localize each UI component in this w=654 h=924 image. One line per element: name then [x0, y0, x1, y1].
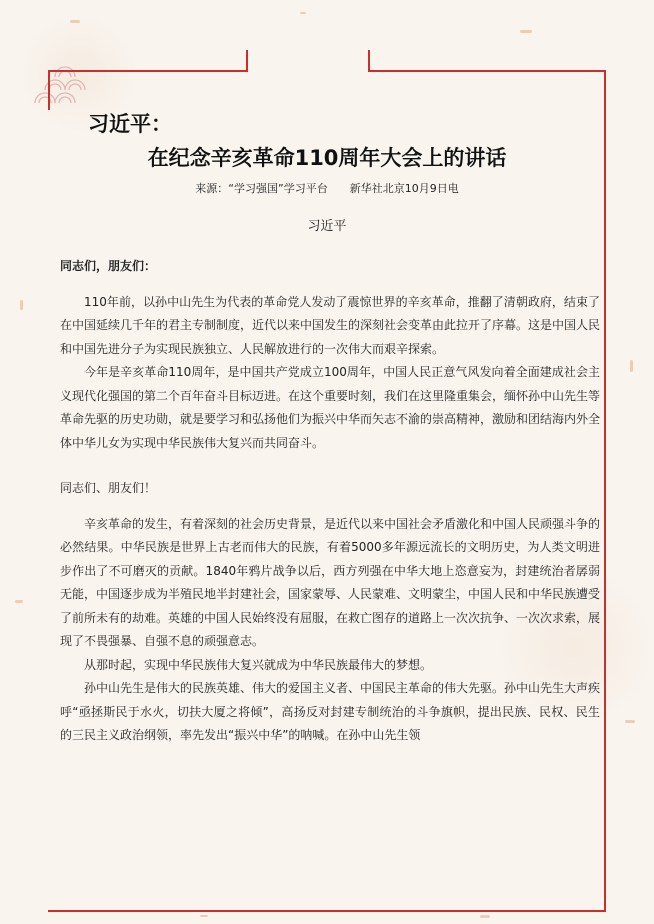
paper-fleck: [200, 915, 208, 917]
paper-fleck: [520, 30, 532, 33]
author-name: 习近平: [307, 219, 347, 234]
paper-fleck: [15, 600, 23, 603]
frame-top-right-line: [370, 70, 606, 72]
paragraph-5: 孙中山先生是伟大的民族英雄、伟大的爱国主义者、中国民主革命的伟大先驱。孙中山先生大声疾呼“亟拯斯民于水火，切扶大厦之将倾”，高扬反对封建专制统治的斗争旗帜，提出民族、民权、民生的三民主义政治纲领，率先发出“振兴中华”的呐喊。在孙中山先生领: [60, 681, 601, 742]
title-line-1: 习近平：: [88, 112, 172, 136]
paper-fleck: [20, 300, 23, 310]
title-line-2: 在纪念辛亥革命110周年大会上的讲话: [147, 146, 507, 170]
paper-fleck: [70, 20, 80, 23]
paragraph-1: 110年前，以孙中山先生为代表的革命党人发动了震惊世界的辛亥革命，推翻了清朝政府，结束了在中国延续几千年的君主专制制度，近代以来中国发生的深刻社会变革由此拉开了序幕。这是中国人民和中国先进分子为实现民族独立、人民解放进行的一次伟大而艰辛探索。: [60, 294, 601, 356]
wave-ornament-icon: [30, 58, 110, 108]
frame-right-line: [604, 70, 606, 912]
greeting-2: 同志们、朋友们！: [60, 481, 157, 495]
speech-body: [60, 255, 600, 748]
paper-fleck: [625, 720, 635, 723]
frame-tick-right: [368, 50, 370, 72]
paragraph-2: 今年是辛亥革命110周年，是中国共产党成立100周年，中国人民正意气风发向着全面建成社会主义现代化强国的第二个百年奋斗目标迈进。在这个重要时刻，我们在这里隆重集会，缅怀孙中山先生等革命先驱的历史功勋，就是要学习和弘扬他们为振兴中华而矢志不渝的崇高精神，激励和团结海内外全体中华儿女为实现中华民族伟大复兴而共同奋斗。: [60, 365, 601, 450]
paper-fleck: [630, 360, 633, 372]
frame-tick-left: [246, 50, 248, 72]
paragraph-4: 从那时起，实现中华民族伟大复兴就成为中华民族最伟大的梦想。: [84, 657, 433, 672]
frame-left-line: [48, 70, 50, 110]
frame-top-left-line: [48, 70, 248, 72]
paper-fleck: [480, 915, 490, 918]
paper-fleck: [300, 12, 306, 14]
source-line: 来源：“学习强国”学习平台 新华社北京10月9日电: [195, 182, 459, 195]
frame-bottom-line: [48, 910, 606, 912]
greeting-1: 同志们，朋友们：: [60, 259, 157, 273]
paragraph-3: 辛亥革命的发生，有着深刻的社会历史背景，是近代以来中国社会矛盾激化和中国人民顽强斗争的必然结果。中华民族是世界上古老而伟大的民族，有着5000多年源远流长的文明历史，为人类文明进步作出了不可磨灭的贡献。1840年鸦片战争以后，西方列强在中华大地上恣意妄为，封建统治者孱弱无能，中国逐步成为半殖民地半封建社会，国家蒙辱、人民蒙难、文明蒙尘，中国人民和中华民族遭受了前所未有的劫难。英雄的中国人民始终没有屈服，在救亡图存的道路上一次次抗争、一次次求索，展现了不畏强暴、自强不息的顽强意志。: [60, 516, 601, 648]
